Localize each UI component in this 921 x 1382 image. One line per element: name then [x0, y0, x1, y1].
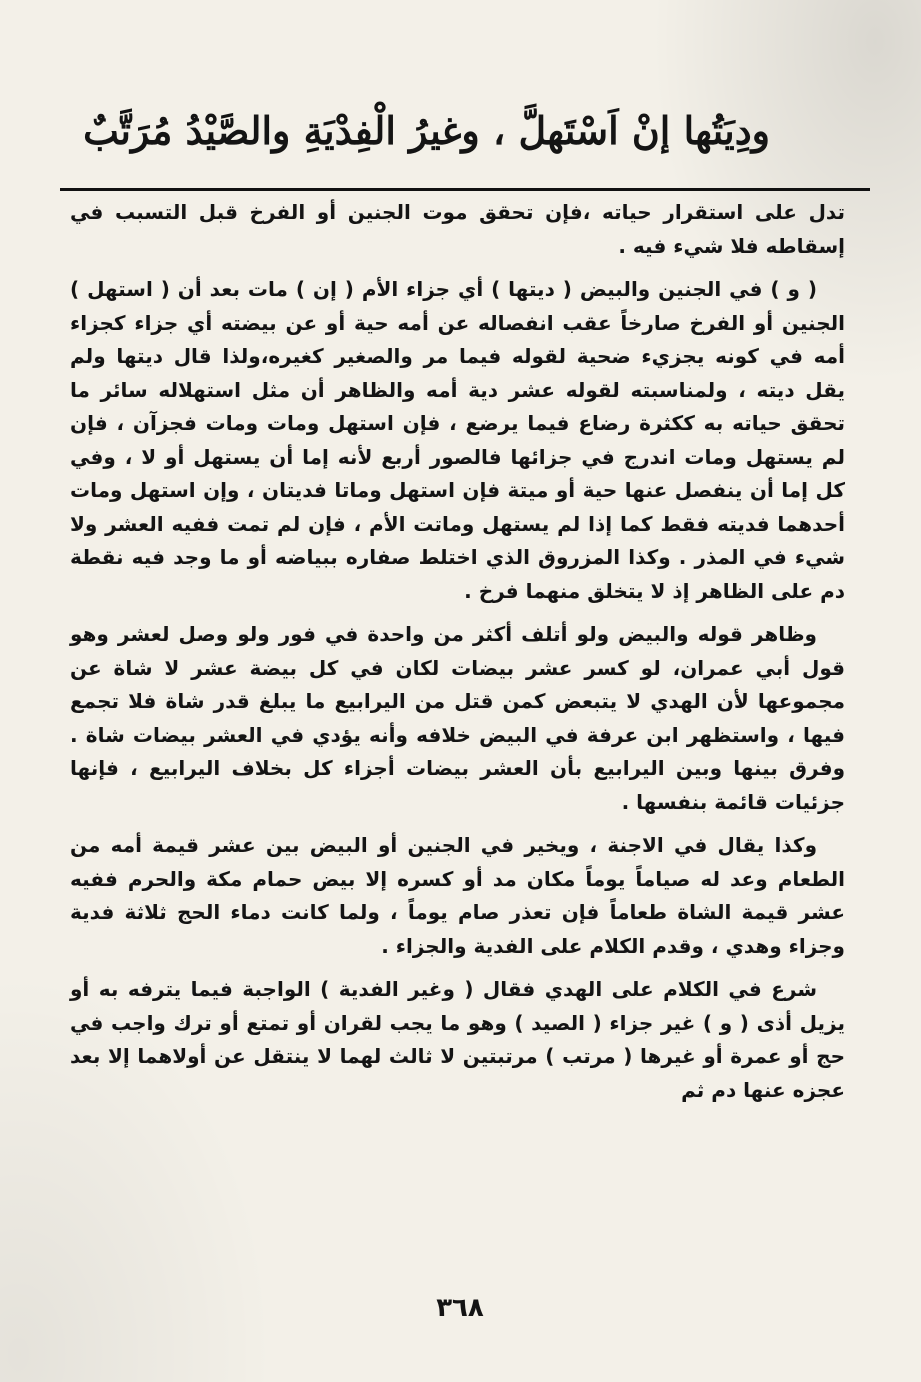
- paragraph-2: ( و ) في الجنين والبيض ( ديتها ) أي جزاء الأم ( إن ) مات بعد أن ( استهل ) الجنين أو الفرخ صارخاً عقب انفصاله عن أمه حية أو عن بيضته أي جزاء كجزاء أمه في كونه يجزيء ضحية لقوله فيما مر والصغير كغيره،ولذا قال ديتها ولم يقل ديته ، ولمناسبته لقوله عشر دية أمه والظاهر أن مثل استهلاله سائر ما تحقق حياته به ككثرة رضاع فيما يرضع ، فإن استهل ومات ومات فجزآن ، فإن لم يستهل ومات اندرج في جزائها فالصور أربع لأنه إما أن يستهل أو لا ، وفي كل إما أن ينفصل عنها حية أو ميتة فإن استهل وماتا فديتان ، وإن استهل ومات أحدهما فديته فقط كما إذا لم يستهل وماتت الأم ، فإن لم تمت ففيه العشر ولا شيء في المذر . وكذا المزروق الذي اختلط صفاره ببياضه أو ما وجد فيه نقطة دم على الظاهر إذ لا يتخلق منهما فرخ .: [70, 277, 845, 603]
- page-body: [70, 196, 845, 1117]
- page-header-title: ودِيَتُها إنْ اَسْتَهلَّ ، وغيرُ الْفِدْيَةِ والصَّيْدُ مُرَتَّبٌ: [83, 108, 770, 153]
- page-number: ٣٦٨: [436, 1293, 484, 1323]
- paragraph-3: وظاهر قوله والبيض ولو أتلف أكثر من واحدة في فور ولو وصل لعشر وهو قول أبي عمران، لو كسر عشر بيضات لكان في كل بيضة عشر لا شاة عن مجموعها لأن الهدي لا يتبعض كمن قتل من اليرابيع ما يبلغ قدر شاة فلا تجمع فيها ، واستظهر ابن عرفة في البيض خلافه وأنه يؤدي في العشر بيضات شاة . وفرق بينها وبين اليرابيع بأن العشر بيضات أجزاء كل بخلاف اليرابيع ، فإنها جزئيات قائمة بنفسها .: [70, 622, 845, 814]
- paragraph-1: تدل على استقرار حياته ،فإن تحقق موت الجنين أو الفرخ قبل التسبب في إسقاطه فلا شيء فيه .: [70, 200, 845, 258]
- paragraph-4: وكذا يقال في الاجنة ، ويخير في الجنين أو البيض بين عشر قيمة أمه من الطعام وعد له صياماً يوماً مكان مد أو كسره إلا بيض حمام مكة والحرم ففيه عشر قيمة الشاة طعاماً فإن تعذر صام يوماً ، ولما كانت دماء الحج ثلاثة فدية وجزاء وهدي ، وقدم الكلام على الفدية والجزاء .: [70, 833, 845, 958]
- header-divider-line: [60, 188, 870, 191]
- paragraph-5: شرع في الكلام على الهدي فقال ( وغير الفدية ) الواجبة فيما يترفه به أو يزيل أذى ( و ) غير جزاء ( الصيد ) وهو ما يجب لقران أو تمتع أو ترك واجب في حج أو عمرة أو غيرها ( مرتب ) مرتبتين لا ثالث لهما لا ينتقل عن أولاهما إلا بعد عجزه عنها دم ثم: [70, 977, 845, 1102]
